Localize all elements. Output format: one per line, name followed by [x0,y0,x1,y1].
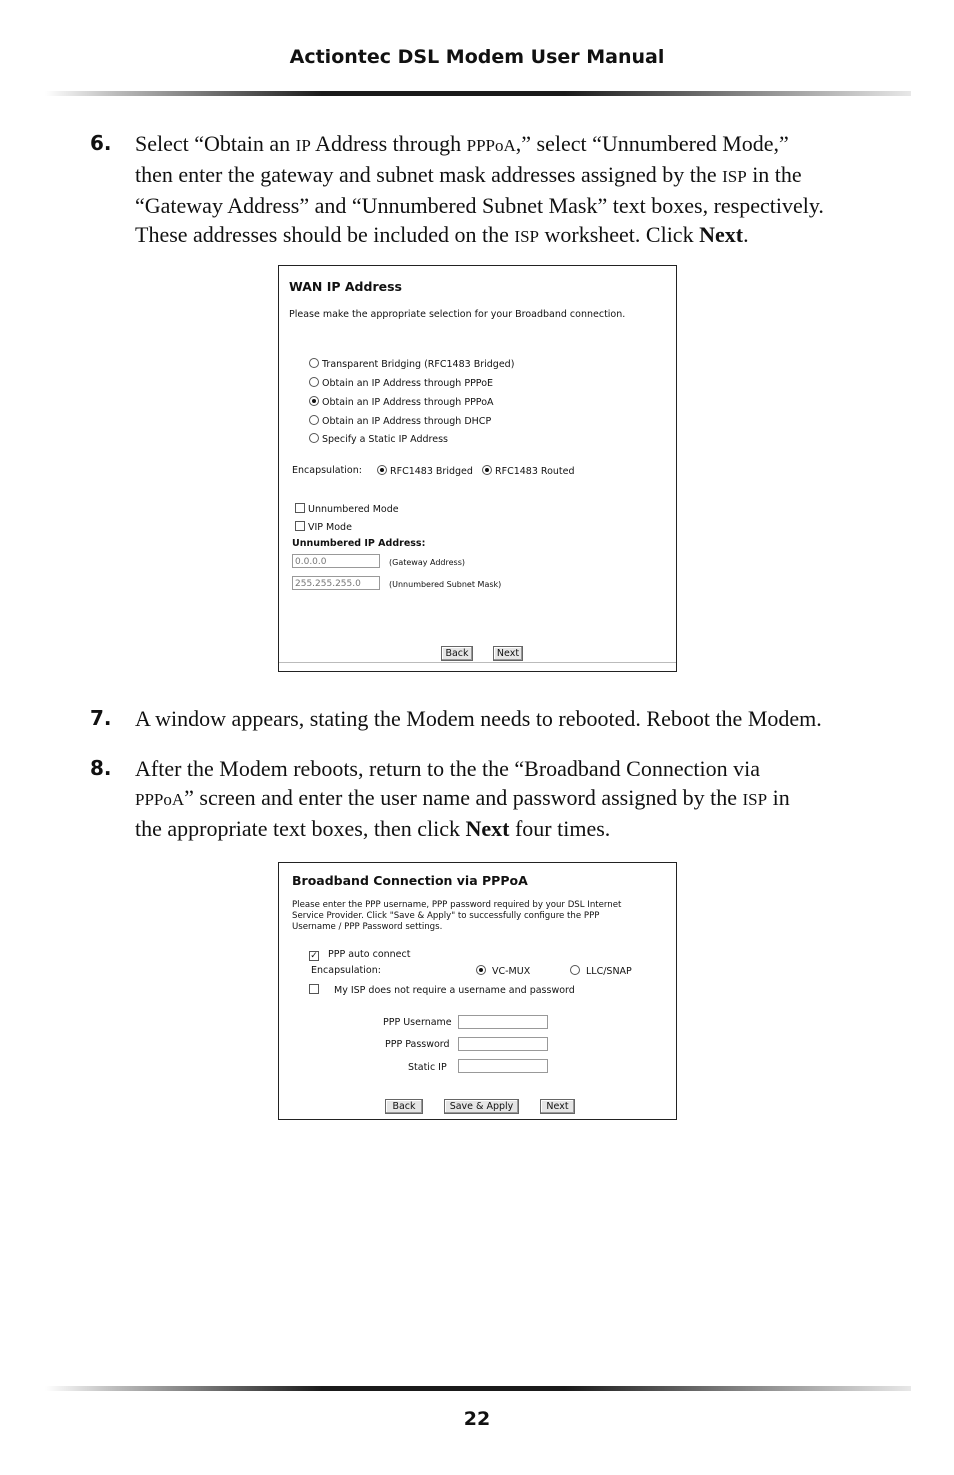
encap-vc-mux[interactable]: VC-MUX [476,965,530,977]
option-pppoa[interactable]: Obtain an IP Address through PPPoA [309,396,494,408]
encapsulation-label: Encapsulation: [292,465,362,476]
static-ip-input[interactable] [458,1059,548,1073]
ppp-username-label: PPP Username [383,1017,452,1028]
footer-rule [45,1386,911,1391]
bottom-divider [279,662,676,663]
no-username-required-checkbox[interactable]: My ISP does not require a username and password [309,984,575,996]
wan-title: WAN IP Address [289,279,402,294]
ppp-password-label: PPP Password [385,1039,450,1050]
subnet-mask-label: (Unnumbered Subnet Mask) [389,580,502,589]
step-7 [90,704,880,733]
bb-desc-line1: Please enter the PPP username, PPP password required by your DSL Internet [292,900,622,910]
option-dhcp[interactable]: Obtain an IP Address through DHCP [309,415,491,427]
ppp-password-input[interactable] [458,1037,548,1051]
wan-instruction: Please make the appropriate selection for your Broadband connection. [289,309,626,320]
step-number: 8. [90,756,112,780]
encap-rfc1483-bridged[interactable]: RFC1483 Bridged [377,465,473,477]
step-number: 7. [90,706,112,730]
option-pppoe[interactable]: Obtain an IP Address through PPPoE [309,377,493,389]
save-apply-button[interactable]: Save & Apply [444,1099,519,1114]
header-rule [45,91,911,96]
bb-title: Broadband Connection via PPPoA [292,873,528,888]
bb-desc-line3: Username / PPP Password settings. [292,922,443,932]
ppp-auto-connect-checkbox[interactable]: ✓ PPP auto connect [310,949,411,961]
radio-selected-icon[interactable] [476,965,486,975]
step-text: A window appears, stating the Modem needs to rebooted. Reboot the Modem. [135,706,822,731]
radio-icon[interactable] [309,358,319,368]
checkbox-checked-icon[interactable]: ✓ [310,951,318,961]
radio-selected-icon[interactable] [377,465,387,475]
option-transparent-bridging[interactable]: Transparent Bridging (RFC1483 Bridged) [309,358,514,370]
radio-icon[interactable] [309,433,319,443]
step-number: 6. [90,131,112,155]
checkbox-icon[interactable] [309,984,319,994]
radio-icon[interactable] [309,415,319,425]
bb-desc-line2: Service Provider. Click "Save & Apply" to successfully configure the PPP [292,911,600,921]
encap-rfc1483-routed[interactable]: RFC1483 Routed [482,465,575,477]
unnumbered-ip-heading: Unnumbered IP Address: [292,538,426,549]
gateway-address-label: (Gateway Address) [389,558,465,567]
radio-icon[interactable] [309,377,319,387]
page-header-title: Actiontec DSL Modem User Manual [289,46,665,68]
wan-ip-address-screenshot [278,265,677,672]
step-8 [90,754,880,843]
step-6 [90,129,880,251]
broadband-pppoa-screenshot [278,862,677,1120]
unnumbered-subnet-mask-input[interactable]: 255.255.255.0 [292,576,380,590]
next-button[interactable]: Next [540,1099,575,1114]
radio-selected-icon[interactable] [309,396,319,406]
checkbox-icon[interactable] [295,503,305,513]
radio-selected-icon[interactable] [482,465,492,475]
option-static-ip[interactable]: Specify a Static IP Address [309,433,448,445]
bb-encapsulation-label: Encapsulation: [311,965,381,976]
encap-llc-snap[interactable]: LLC/SNAP [570,965,632,977]
back-button[interactable]: Back [385,1099,423,1114]
checkbox-icon[interactable] [295,521,305,531]
vip-mode-checkbox[interactable]: VIP Mode [295,521,352,533]
unnumbered-mode-checkbox[interactable]: Unnumbered Mode [295,503,399,515]
next-button[interactable]: Next [493,646,523,661]
back-button[interactable]: Back [441,646,473,661]
ppp-username-input[interactable] [458,1015,548,1029]
page-number: 22 [463,1408,491,1430]
gateway-address-input[interactable]: 0.0.0.0 [292,554,380,568]
step-text: Select “Obtain an IP Address through PPPoA,” select “Unnumbered Mode,” then enter the gateway and subnet mask addresses assigned by the ISP in the “Gateway Address” and “Unnumbered Subnet Mask” text boxes, respectively. These addresses should be included on the ISP worksheet. Click Next. [135,131,824,247]
step-text: After the Modem reboots, return to the the “Broadband Connection via PPPoA” screen and enter the user name and password assigned by the ISP in the appropriate text boxes, then click Next four times. [135,756,790,841]
static-ip-label: Static IP [408,1062,447,1073]
radio-icon[interactable] [570,965,580,975]
